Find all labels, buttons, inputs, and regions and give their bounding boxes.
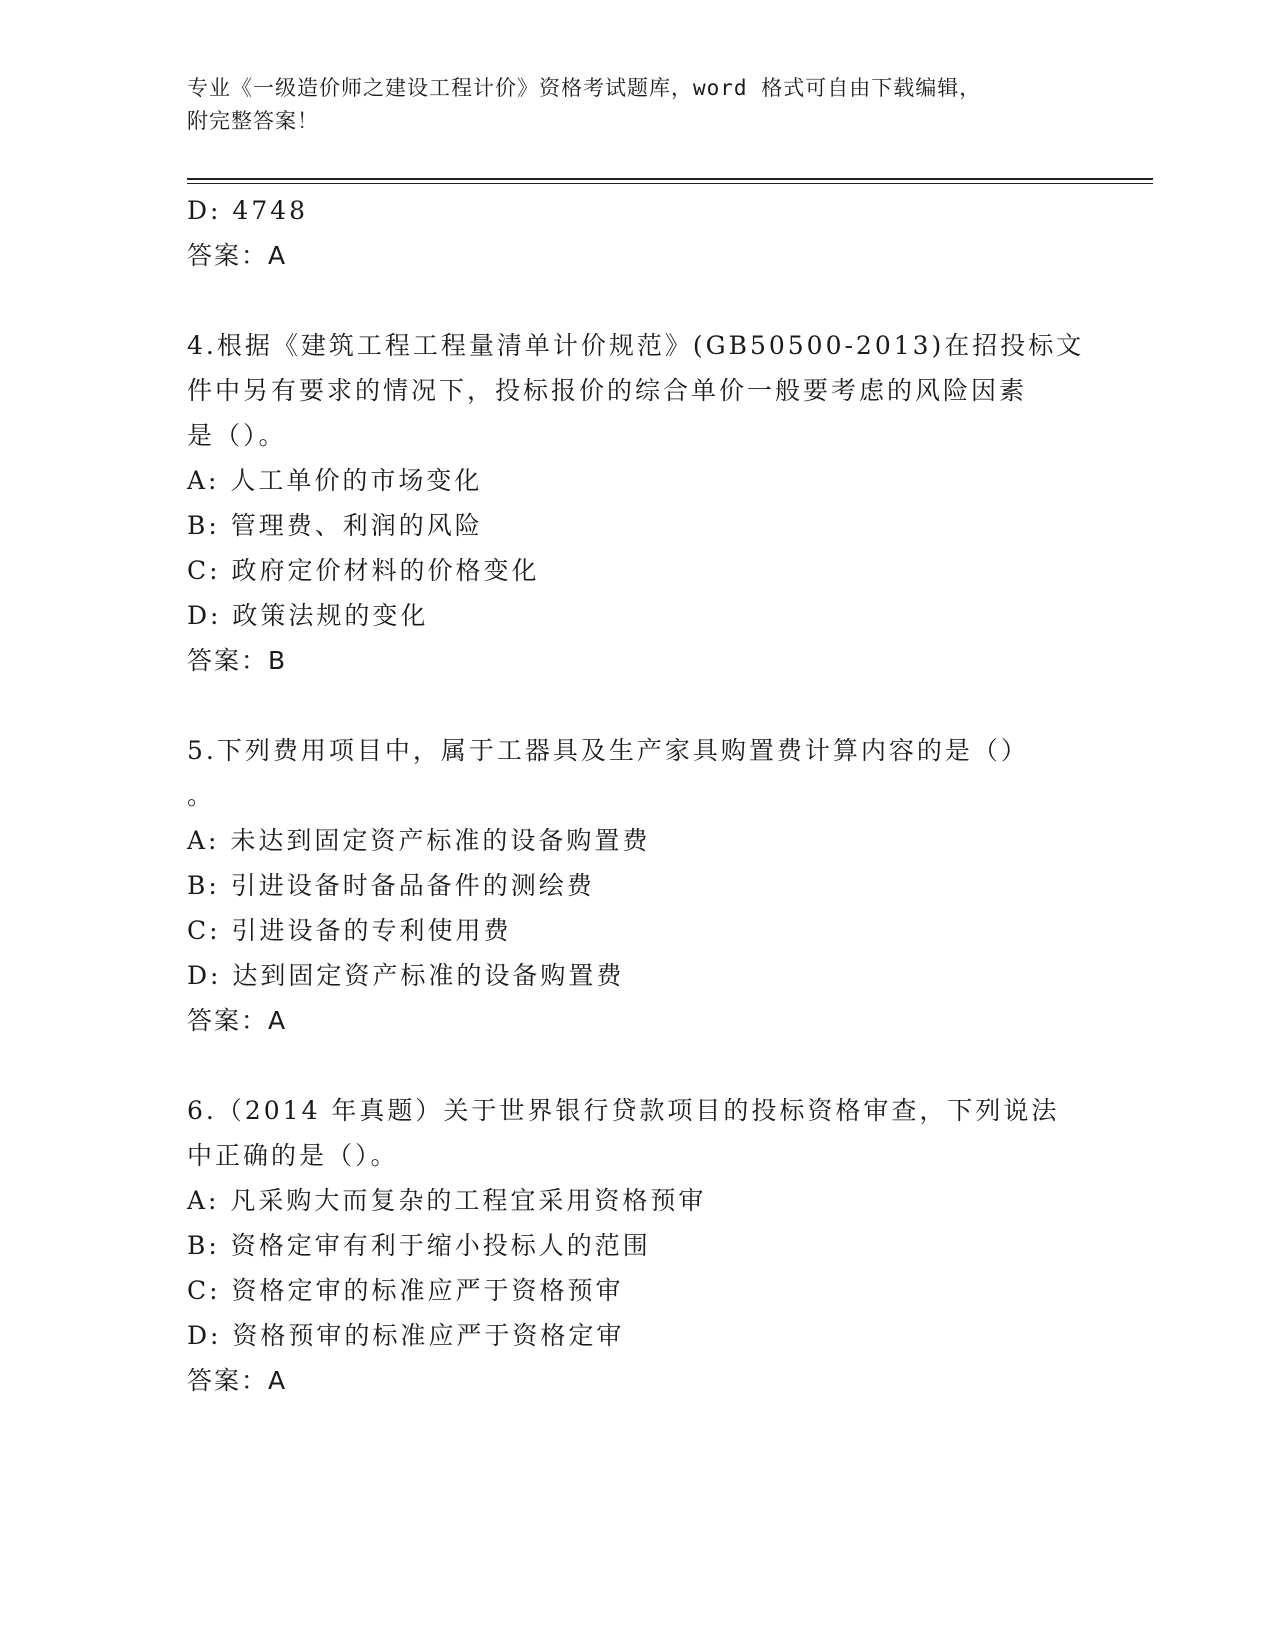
option-c: C: 引进设备的专利使用费 bbox=[187, 916, 512, 945]
question-text-line: 是（）。 bbox=[187, 421, 287, 450]
question-text-line: 4.根据《建筑工程工程量清单计价规范》(GB50500-2013)在招投标文 bbox=[187, 331, 1085, 360]
question-text-line: 。 bbox=[187, 781, 216, 810]
option-d: D: 资格预审的标准应严于资格定审 bbox=[187, 1321, 625, 1350]
option-a: A: 未达到固定资产标准的设备购置费 bbox=[187, 826, 651, 855]
question-6 bbox=[187, 1088, 1087, 1403]
header-line-2: 附完整答案！ bbox=[187, 109, 319, 133]
option-b: B: 资格定审有利于缩小投标人的范围 bbox=[187, 1231, 651, 1260]
prev-option-d: D: 4748 bbox=[187, 196, 309, 225]
header-line-1: 专业《一级造价师之建设工程计价》资格考试题库，word 格式可自由下载编辑， bbox=[187, 76, 982, 100]
option-d: D: 政策法规的变化 bbox=[187, 601, 429, 630]
answer: 答案：A bbox=[187, 1366, 288, 1395]
header-divider-thin bbox=[187, 183, 1153, 184]
option-a: A: 人工单价的市场变化 bbox=[187, 466, 483, 495]
spacer bbox=[187, 1043, 1087, 1088]
question-text-line: 5.下列费用项目中，属于工器具及生产家具购置费计算内容的是（） bbox=[187, 736, 1029, 765]
option-b: B: 管理费、利润的风险 bbox=[187, 511, 483, 540]
spacer bbox=[187, 683, 1087, 728]
document-header bbox=[187, 72, 1067, 138]
option-c: C: 资格定审的标准应严于资格预审 bbox=[187, 1276, 624, 1305]
question-list bbox=[187, 188, 1087, 1403]
option-b: B: 引进设备时备品备件的测绘费 bbox=[187, 871, 595, 900]
answer: 答案：B bbox=[187, 646, 288, 675]
option-d: D: 达到固定资产标准的设备购置费 bbox=[187, 961, 625, 990]
prev-answer: 答案：A bbox=[187, 241, 288, 270]
question-5 bbox=[187, 728, 1087, 1043]
header-divider-thick bbox=[187, 178, 1153, 180]
option-c: C: 政府定价材料的价格变化 bbox=[187, 556, 540, 585]
question-text-line: 件中另有要求的情况下，投标报价的综合单价一般要考虑的风险因素 bbox=[187, 376, 1028, 405]
question-text-line: 中正确的是（）。 bbox=[187, 1141, 399, 1170]
spacer bbox=[187, 278, 1087, 323]
question-text-line: 6.（2014 年真题）关于世界银行贷款项目的投标资格审查，下列说法 bbox=[187, 1096, 1060, 1125]
question-4 bbox=[187, 323, 1087, 683]
option-a: A: 凡采购大而复杂的工程宜采用资格预审 bbox=[187, 1186, 707, 1215]
answer: 答案：A bbox=[187, 1006, 288, 1035]
